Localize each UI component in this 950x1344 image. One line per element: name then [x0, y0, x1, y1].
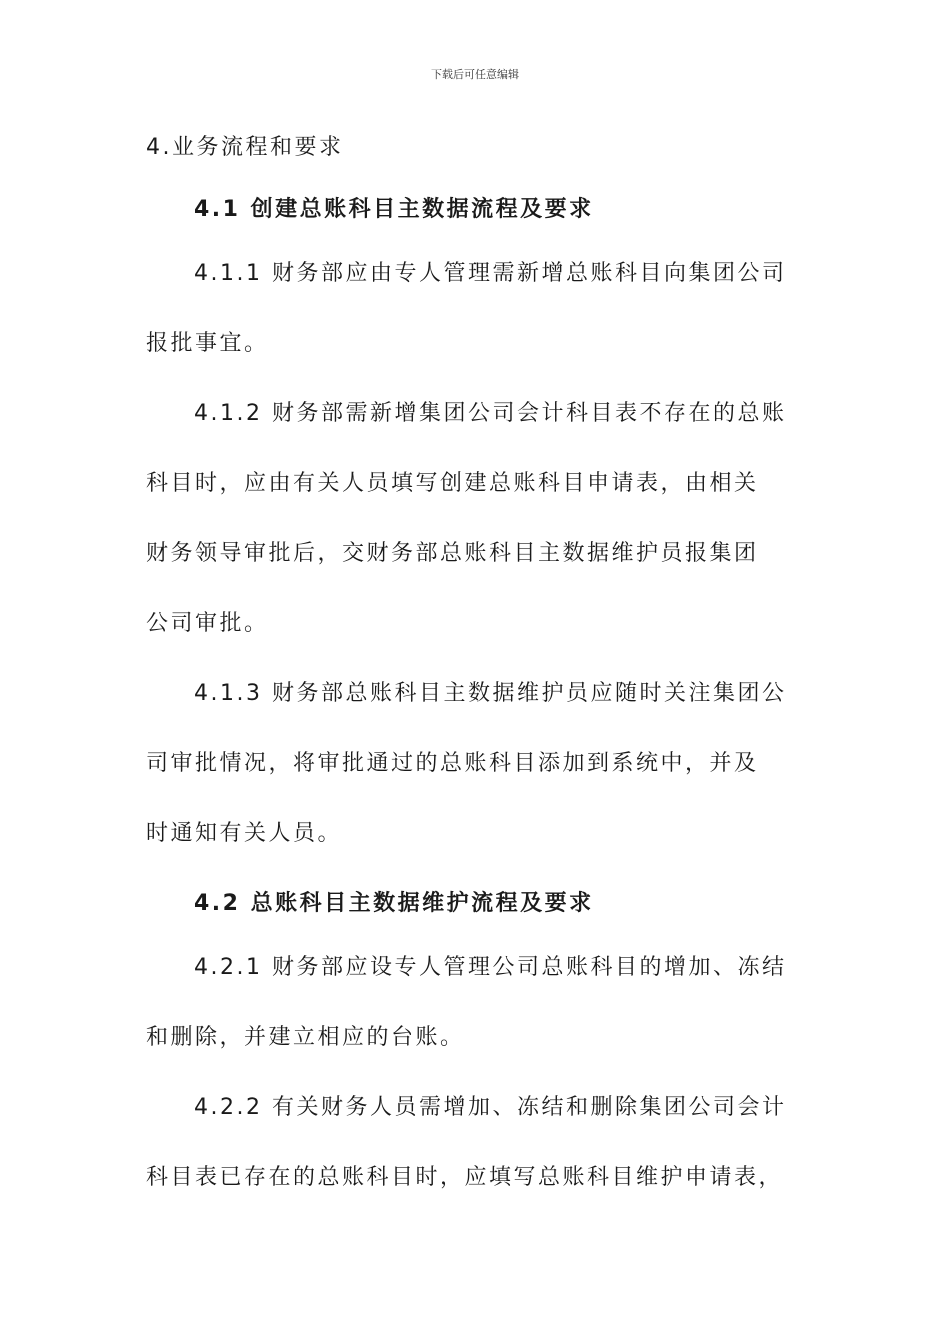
- subsection-title-4-2: 4.2 总账科目主数据维护流程及要求: [194, 891, 594, 916]
- paragraph-line: 科目时，应由有关人员填写创建总账科目申请表，由相关: [146, 471, 759, 496]
- paragraph-line: 公司审批。: [146, 611, 269, 636]
- subsection-title-4-1: 4.1 创建总账科目主数据流程及要求: [194, 197, 594, 222]
- paragraph-line: 司审批情况，将审批通过的总账科目添加到系统中，并及: [146, 751, 759, 776]
- paragraph-line: 4.1.2 财务部需新增集团公司会计科目表不存在的总账: [194, 401, 787, 426]
- section-title: 4.业务流程和要求: [146, 135, 344, 160]
- header-note: 下载后可任意编辑: [431, 68, 519, 81]
- paragraph-line: 4.1.1 财务部应由专人管理需新增总账科目向集团公司: [194, 261, 787, 286]
- paragraph-line: 和删除，并建立相应的台账。: [146, 1025, 465, 1050]
- paragraph-line: 财务领导审批后，交财务部总账科目主数据维护员报集团: [146, 541, 759, 566]
- paragraph-line: 4.2.1 财务部应设专人管理公司总账科目的增加、冻结: [194, 955, 787, 980]
- paragraph-line: 4.1.3 财务部总账科目主数据维护员应随时关注集团公: [194, 681, 787, 706]
- paragraph-line: 时通知有关人员。: [146, 821, 343, 846]
- paragraph-line: 报批事宜。: [146, 331, 269, 356]
- paragraph-line: 科目表已存在的总账科目时，应填写总账科目维护申请表，: [146, 1165, 784, 1190]
- paragraph-line: 4.2.2 有关财务人员需增加、冻结和删除集团公司会计: [194, 1095, 787, 1120]
- document-body: [146, 128, 806, 1228]
